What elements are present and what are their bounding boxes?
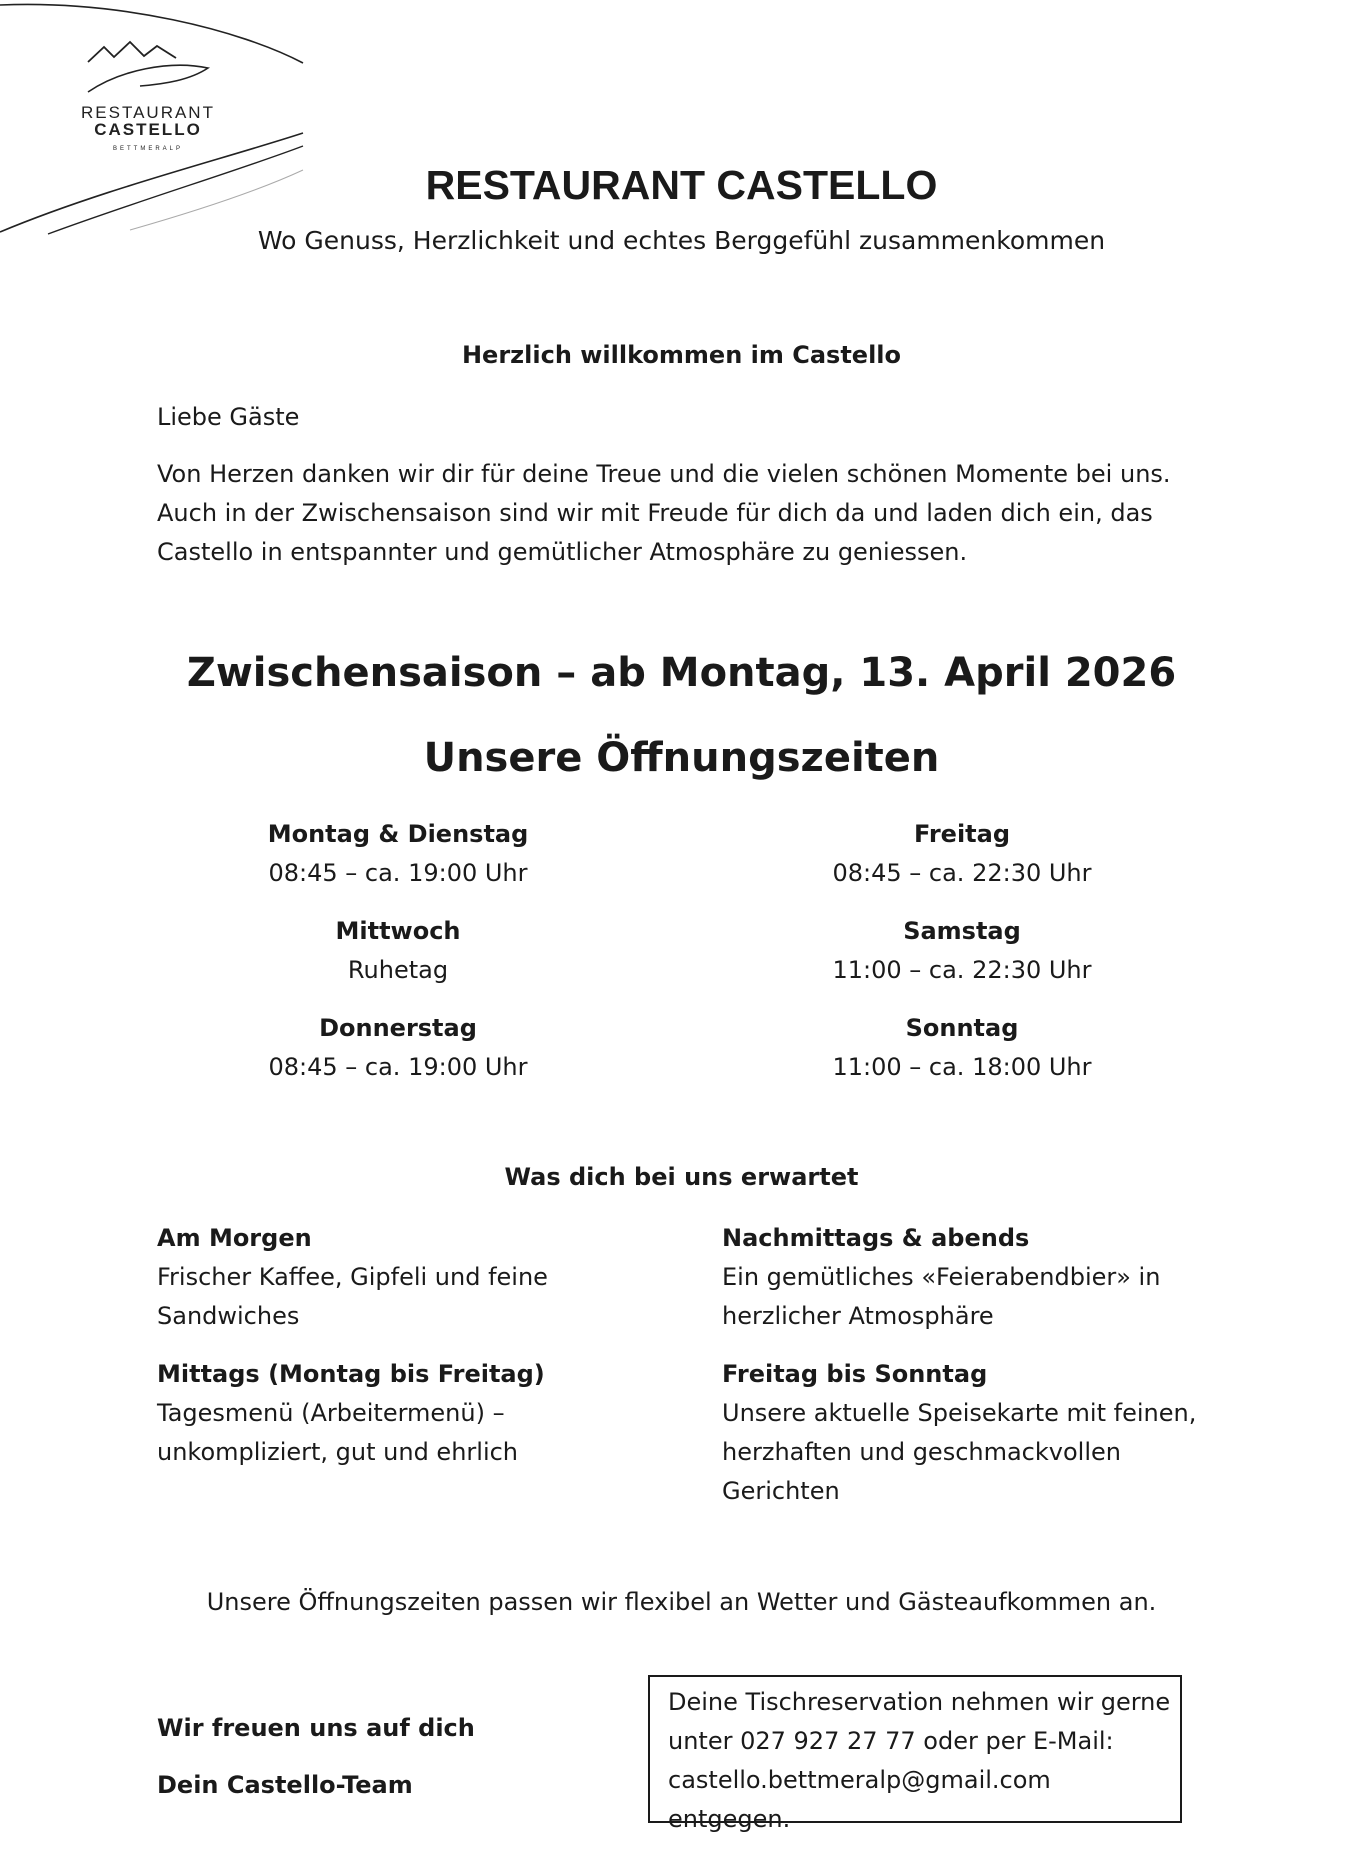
welcome-heading: Herzlich willkommen im Castello xyxy=(461,341,902,369)
welcome-line: Auch in der Zwischensaison sind wir mit Freude für dich da und laden dich ein, das xyxy=(157,499,1153,527)
offer-line: Frischer Kaffee, Gipfeli und feine xyxy=(157,1263,548,1291)
day-name: Montag & Dienstag xyxy=(267,820,529,848)
day-name: Samstag xyxy=(903,917,1021,945)
expect-heading: Was dich bei uns erwartet xyxy=(504,1163,859,1191)
offer-item xyxy=(722,1355,1202,1511)
hours-entry xyxy=(752,1009,1172,1087)
offer-line: Ein gemütliches «Feierabendbier» in xyxy=(722,1263,1161,1291)
reservation-line: unter 027 927 27 77 oder per E-Mail: xyxy=(668,1727,1114,1755)
offer-title: Mittags (Montag bis Freitag) xyxy=(157,1360,545,1388)
page-subtitle: Wo Genuss, Herzlichkeit und echtes Berggefühl zusammenkommen xyxy=(257,226,1106,255)
offer-line: herzlicher Atmosphäre xyxy=(722,1302,994,1330)
hours-entry xyxy=(752,815,1172,893)
logo-line-2: CASTELLO xyxy=(94,120,202,139)
offer-line: Sandwiches xyxy=(157,1302,300,1330)
hours-entry xyxy=(188,1009,608,1087)
opening-hours-title: Unsere Öffnungszeiten xyxy=(423,735,940,781)
day-name: Sonntag xyxy=(905,1014,1019,1042)
offer-line: unkompliziert, gut und ehrlich xyxy=(157,1438,519,1466)
offer-item xyxy=(722,1219,1202,1336)
welcome-line: Von Herzen danken wir dir für deine Treue und die vielen schönen Momente bei uns. xyxy=(157,460,1171,488)
offer-item xyxy=(157,1355,637,1472)
salutation: Liebe Gäste xyxy=(157,403,300,431)
day-time: 08:45 – ca. 22:30 Uhr xyxy=(832,859,1092,887)
offer-line: herzhaften und geschmackvollen xyxy=(722,1438,1121,1466)
welcome-paragraph xyxy=(157,455,1217,572)
offer-title: Nachmittags & abends xyxy=(722,1224,1030,1252)
day-time: 08:45 – ca. 19:00 Uhr xyxy=(268,1053,528,1081)
logo-line-3: BETTMERALP xyxy=(112,146,183,152)
day-time: 11:00 – ca. 22:30 Uhr xyxy=(832,956,1092,984)
reservation-email-line: castello.bettmeralp@gmail.com entgegen. xyxy=(668,1766,1051,1833)
day-time: Ruhetag xyxy=(347,956,449,984)
hours-entry xyxy=(188,815,608,893)
day-name: Freitag xyxy=(913,820,1011,848)
welcome-line: Castello in entspannter und gemütlicher Atmosphäre zu geniessen. xyxy=(157,538,968,566)
offer-item xyxy=(157,1219,637,1336)
offer-line: Tagesmenü (Arbeitermenü) – xyxy=(157,1399,505,1427)
flexibility-note: Unsere Öffnungszeiten passen wir flexibel an Wetter und Gästeaufkommen an. xyxy=(206,1588,1157,1616)
page-title: RESTAURANT CASTELLO xyxy=(425,162,938,208)
signoff-line-1: Wir freuen uns auf dich xyxy=(157,1714,475,1742)
day-name: Mittwoch xyxy=(335,917,461,945)
day-name: Donnerstag xyxy=(319,1014,477,1042)
reservation-box xyxy=(648,1675,1182,1833)
logo-line-1: RESTAURANT xyxy=(81,103,215,122)
day-time: 08:45 – ca. 19:00 Uhr xyxy=(268,859,528,887)
hours-entry xyxy=(752,912,1172,990)
season-title: Zwischensaison – ab Montag, 13. April 2026 xyxy=(186,650,1177,696)
day-time: 11:00 – ca. 18:00 Uhr xyxy=(832,1053,1092,1081)
offer-line: Unsere aktuelle Speisekarte mit feinen, xyxy=(722,1399,1197,1427)
signoff-line-2: Dein Castello-Team xyxy=(157,1771,413,1799)
offer-title: Am Morgen xyxy=(157,1224,312,1252)
reservation-line: Deine Tischreservation nehmen wir gerne xyxy=(668,1688,1171,1716)
offer-title: Freitag bis Sonntag xyxy=(722,1360,988,1388)
hours-entry xyxy=(188,912,608,990)
offer-line: Gerichten xyxy=(722,1477,840,1505)
